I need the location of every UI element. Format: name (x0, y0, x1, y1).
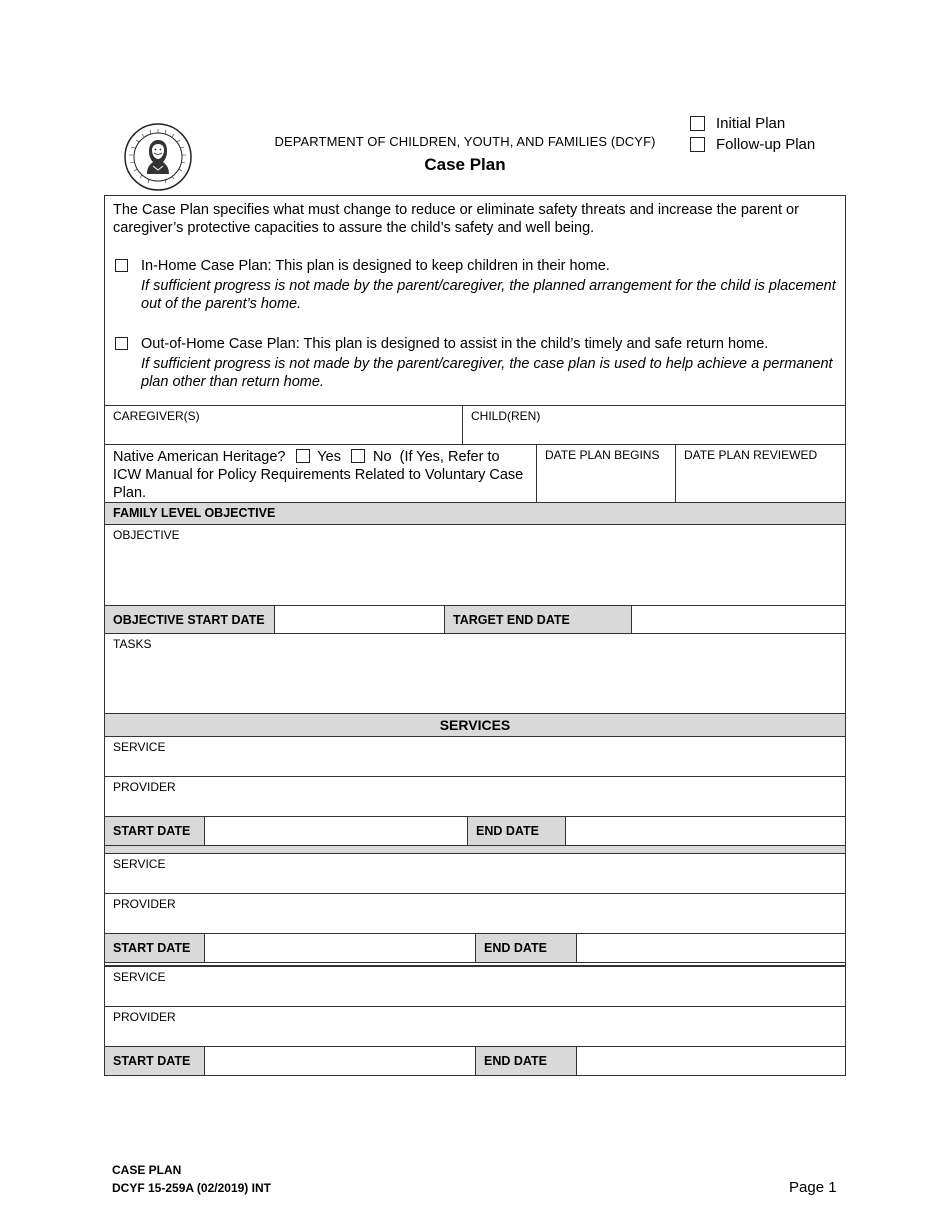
target-end-date-input[interactable] (631, 606, 845, 633)
objective-field[interactable] (105, 525, 845, 606)
provider-3-label: PROVIDER (113, 1010, 176, 1024)
native-heritage-field (105, 445, 536, 502)
caregiver-children-row (105, 406, 845, 445)
intro-text: The Case Plan specifies what must change to reduce or eliminate safety threats and increase the parent or caregiver’s protective capacities to assure the child’s safety and well being. (113, 202, 799, 236)
service-3-dates-row (105, 1047, 845, 1075)
service-2-end-date-label: END DATE (475, 934, 576, 962)
service-3-start-date-label: START DATE (105, 1047, 204, 1075)
date-plan-begins-field[interactable] (536, 445, 675, 502)
service-3-end-date-label: END DATE (475, 1047, 576, 1075)
children-field[interactable] (462, 406, 845, 444)
initial-plan-checkbox[interactable] (690, 116, 705, 131)
case-plan-form (104, 195, 846, 1076)
provider-2-label: PROVIDER (113, 897, 176, 911)
children-label: CHILD(REN) (471, 409, 541, 423)
date-plan-begins-label: DATE PLAN BEGINS (545, 448, 660, 462)
in-home-note: If sufficient progress is not made by the parent/caregiver, the planned arrangement for the child is placement out of the parent’s home. (141, 278, 836, 312)
caregivers-field[interactable] (105, 406, 462, 444)
heritage-instruction: (If Yes, Refer to ICW Manual for Policy Requirements Related to Voluntary Case Plan. (113, 449, 524, 501)
native-heritage-question: Native American Heritage? (113, 449, 286, 465)
service-1-dates-row (105, 817, 845, 846)
service-1-start-date-label: START DATE (105, 817, 204, 845)
service-2-start-date-input[interactable] (204, 934, 475, 962)
objective-start-date-input[interactable] (274, 606, 444, 633)
service-3-field[interactable] (105, 967, 845, 1007)
service-3-end-date-input[interactable] (576, 1047, 845, 1075)
form-name: CASE PLAN (112, 1163, 182, 1177)
service-1-end-date-input[interactable] (565, 817, 845, 845)
caregivers-label: CAREGIVER(S) (113, 409, 200, 423)
state-seal-logo (123, 122, 193, 192)
objective-label: OBJECTIVE (113, 528, 180, 542)
service-1-end-date-label: END DATE (467, 817, 565, 845)
heritage-no-label: No (373, 449, 392, 465)
service-2-end-date-input[interactable] (576, 934, 845, 962)
initial-plan-label: Initial Plan (716, 115, 786, 132)
service-3-label: SERVICE (113, 970, 166, 984)
objective-start-date-label: OBJECTIVE START DATE (105, 606, 274, 633)
provider-1-label: PROVIDER (113, 780, 176, 794)
service-1-field[interactable] (105, 737, 845, 777)
objective-dates-row (105, 606, 845, 634)
out-of-home-checkbox[interactable] (115, 337, 128, 350)
heritage-no-checkbox[interactable] (351, 449, 365, 463)
out-of-home-note: If sufficient progress is not made by the parent/caregiver, the case plan is used to help achieve a permanent plan other than return home. (141, 356, 833, 390)
heritage-yes-checkbox[interactable] (296, 449, 310, 463)
out-of-home-label: Out-of-Home Case Plan: This plan is designed to assist in the child’s timely and safe return home. (141, 336, 769, 352)
in-home-label: In-Home Case Plan: This plan is designed to keep children in their home. (141, 258, 610, 274)
in-home-checkbox[interactable] (115, 259, 128, 272)
service-1-start-date-input[interactable] (204, 817, 467, 845)
target-end-date-label: TARGET END DATE (444, 606, 631, 633)
tasks-field[interactable] (105, 634, 845, 714)
service-2-start-date-label: START DATE (105, 934, 204, 962)
in-home-option[interactable] (113, 257, 837, 313)
service-1-label: SERVICE (113, 740, 166, 754)
heritage-dates-row (105, 445, 845, 503)
follow-up-plan-checkbox[interactable] (690, 137, 705, 152)
provider-3-field[interactable] (105, 1007, 845, 1047)
service-2-dates-row (105, 934, 845, 963)
services-heading: SERVICES (105, 714, 845, 737)
department-name: DEPARTMENT OF CHILDREN, YOUTH, AND FAMILIES (DCYF) (274, 134, 656, 149)
form-number: DCYF 15-259A (02/2019) INT (112, 1181, 271, 1195)
out-of-home-option[interactable] (113, 335, 837, 391)
provider-1-field[interactable] (105, 777, 845, 817)
heritage-yes-label: Yes (317, 449, 341, 465)
service-3-start-date-input[interactable] (204, 1047, 475, 1075)
page-number: Page 1 (789, 1179, 837, 1196)
tasks-label: TASKS (113, 637, 152, 651)
service-2-label: SERVICE (113, 857, 166, 871)
service-2-field[interactable] (105, 854, 845, 894)
follow-up-plan-label: Follow-up Plan (716, 136, 816, 153)
follow-up-plan-option[interactable] (690, 136, 815, 153)
page-title: Case Plan (424, 155, 506, 174)
intro-section (105, 196, 845, 406)
service-separator-1 (105, 846, 845, 854)
family-objective-heading: FAMILY LEVEL OBJECTIVE (105, 503, 845, 525)
date-plan-reviewed-label: DATE PLAN REVIEWED (684, 448, 818, 462)
provider-2-field[interactable] (105, 894, 845, 934)
date-plan-reviewed-field[interactable] (675, 445, 845, 502)
initial-plan-option[interactable] (690, 115, 785, 132)
